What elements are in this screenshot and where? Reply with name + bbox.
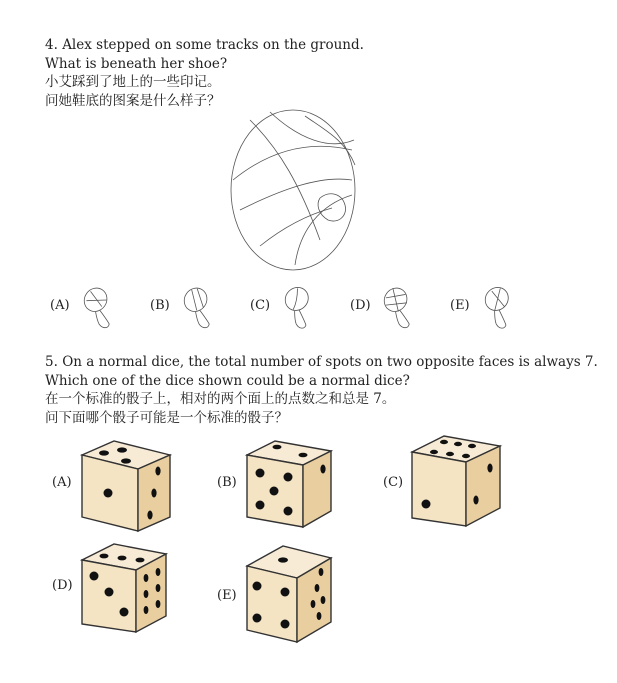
dice-d-image[interactable]: [78, 540, 178, 640]
shoe-sole-b-image[interactable]: [178, 286, 224, 326]
q4-line-3: 小艾踩到了地上的一些印记。: [45, 74, 221, 90]
q5-option-a[interactable]: (A): [52, 475, 72, 490]
shoe-sole-e-image[interactable]: [478, 286, 524, 326]
q4-line-2: What is beneath her shoe?: [45, 56, 228, 72]
q5-text-1: On a normal dice, the total number of spots on two opposite faces is always 7.: [62, 354, 598, 370]
q5-option-b[interactable]: (B): [217, 475, 237, 490]
q4-option-b[interactable]: (B): [150, 298, 170, 313]
q5-option-c[interactable]: (C): [383, 475, 404, 490]
q4-text-1: Alex stepped on some tracks on the ground.: [62, 37, 364, 53]
shoe-sole-d-image[interactable]: [378, 286, 424, 326]
q4-option-e[interactable]: (E): [450, 298, 470, 313]
q4-line-4: 问她鞋底的图案是什么样子？: [45, 93, 221, 109]
q5-line-2: Which one of the dice shown could be a normal dice?: [45, 373, 410, 389]
q5-line-3: 在一个标准的骰子上，相对的两个面上的点数之和总是 7。: [45, 391, 396, 407]
dice-b-image[interactable]: [243, 435, 343, 535]
q4-option-c[interactable]: (C): [250, 298, 271, 313]
q5-line-1: 5. On a normal dice, the total number of spots on two opposite faces is always 7.: [45, 354, 598, 370]
q5-option-e[interactable]: (E): [217, 588, 237, 603]
q5-option-d[interactable]: (D): [52, 578, 73, 593]
dice-c-image[interactable]: [408, 432, 508, 532]
q4-option-d[interactable]: (D): [350, 298, 371, 313]
q4-number: 4: [45, 37, 54, 53]
shoe-sole-c-image[interactable]: [278, 286, 324, 326]
dice-a-image[interactable]: [78, 435, 178, 535]
q5-number: 5: [45, 354, 54, 370]
q4-line-1: 4. Alex stepped on some tracks on the ground.: [45, 37, 364, 53]
q4-option-a[interactable]: (A): [50, 298, 70, 313]
shoe-sole-a-image[interactable]: [78, 286, 124, 326]
dice-e-image[interactable]: [243, 542, 343, 646]
q5-line-4: 问下面哪个骰子可能是一个标准的骰子？: [45, 410, 288, 426]
